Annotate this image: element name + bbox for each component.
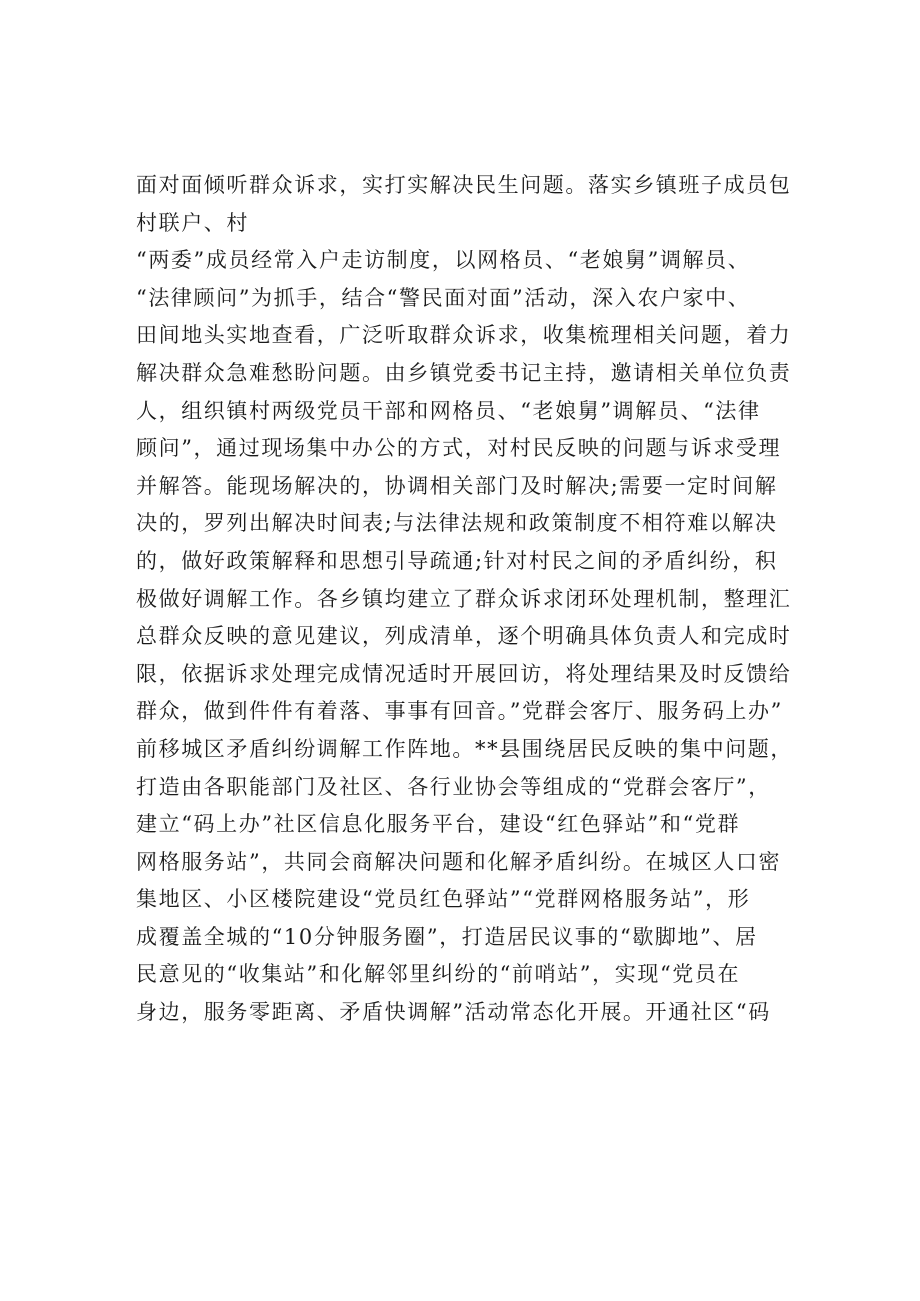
text-line: 群众，做到件件有着落、事事有回音。”党群会客厅、服务码上办” xyxy=(136,699,783,724)
text-line: 人，组织镇村两级党员干部和网格员、“老娘舅”调解员、“法律 xyxy=(136,398,761,423)
text-line: 田间地头实地查看，广泛听取群众诉求，收集梳理相关问题，着力 xyxy=(136,323,792,348)
text-line: 面对面倾听群众诉求，实打实解决民生问题。落实乡镇班子成员包 xyxy=(136,173,792,197)
text-line: 限，依据诉求处理完成情况适时开展回访，将处理结果及时反馈给 xyxy=(136,661,792,686)
text-line: 集地区、小区楼院建设“党员红色驿站”“党群网格服务站”，形 xyxy=(136,887,751,912)
text-line: 网格服务站”，共同会商解决问题和化解矛盾纠纷。在城区人口密 xyxy=(136,849,782,874)
text-line: 顾问”，通过现场集中办公的方式，对村民反映的问题与诉求受理 xyxy=(136,436,782,461)
text-line: 成覆盖全城的“10分钟服务圈”，打造居民议事的“歇脚地”、居 xyxy=(136,924,758,949)
text-line: “两委”成员经常入户走访制度，以网格员、“老娘舅”调解员、 xyxy=(136,248,751,273)
text-line: “法律顾问”为抓手，结合“警民面对面”活动，深入农户家中、 xyxy=(136,285,751,310)
text-line: 打造由各职能部门及社区、各行业协会等组成的“党群会客厅”， xyxy=(136,774,771,799)
text-line: 身边，服务零距离、矛盾快调解”活动常态化开展。开通社区“码 xyxy=(136,1000,771,1025)
text-line: 的，做好政策解释和思想引导疏通;针对村民之间的矛盾纠纷，积 xyxy=(136,548,778,573)
text-line: 前移城区矛盾纠纷调解工作阵地。**县围绕居民反映的集中问题， xyxy=(136,736,793,761)
text-line: 村联户、村 xyxy=(136,210,249,235)
text-line: 民意见的“收集站”和化解邻里纠纷的“前哨站”，实现“党员在 xyxy=(136,962,741,987)
text-line: 决的，罗列出解决时间表;与法律法规和政策制度不相符难以解决 xyxy=(136,511,778,536)
body-text xyxy=(136,167,800,1032)
text-line: 建立“码上办”社区信息化服务平台，建设“红色驿站”和“党群 xyxy=(136,812,741,837)
text-line: 并解答。能现场解决的，协调相关部门及时解决;需要一定时间解 xyxy=(136,473,778,498)
text-line: 极做好调解工作。各乡镇均建立了群众诉求闭环处理机制，整理汇 xyxy=(136,586,792,611)
text-line: 总群众反映的意见建议，列成清单，逐个明确具体负责人和完成时 xyxy=(136,624,792,649)
text-line: 解决群众急难愁盼问题。由乡镇党委书记主持，邀请相关单位负责 xyxy=(136,360,792,385)
